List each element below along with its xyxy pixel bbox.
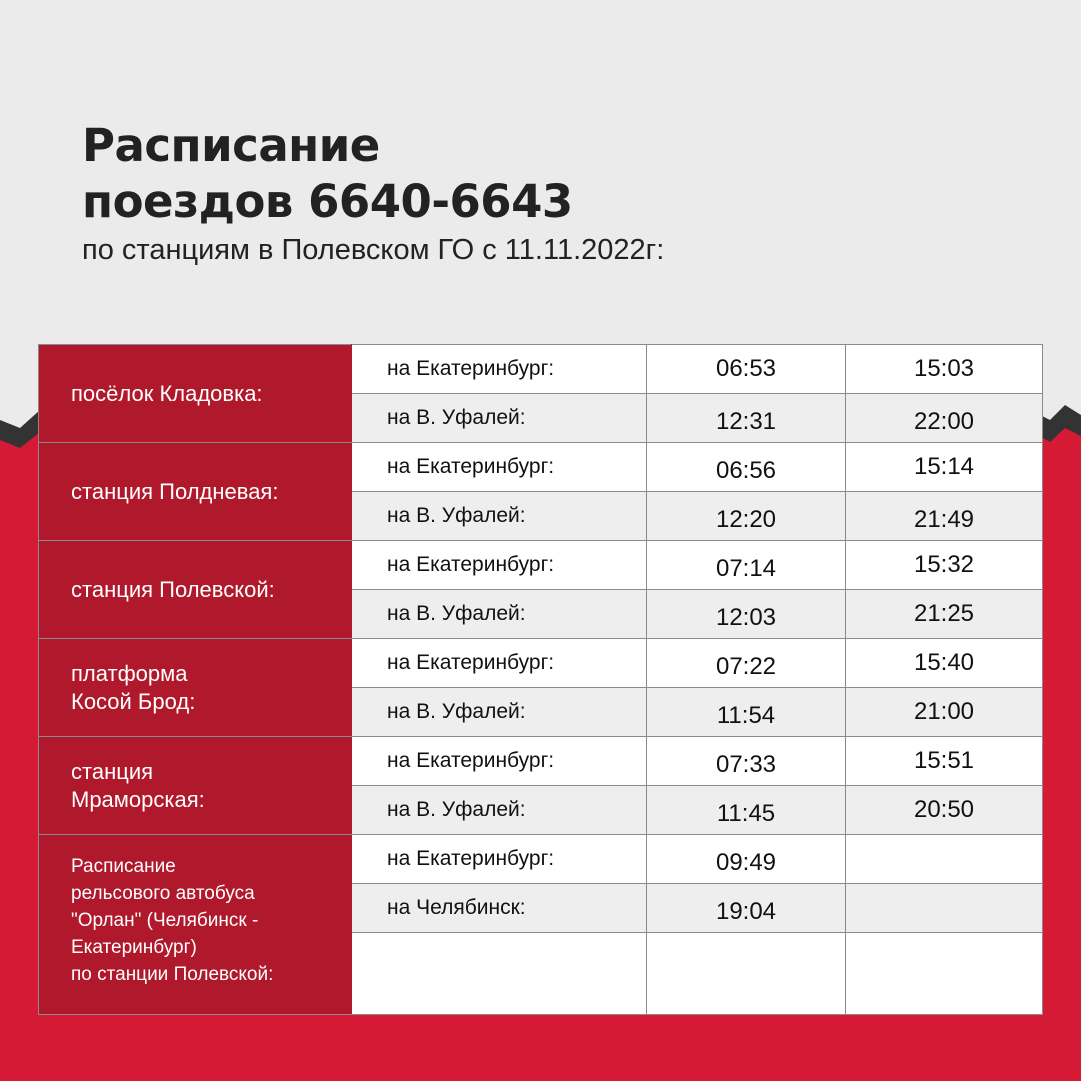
station-mramorskaya [39,737,352,835]
bus-label-line: по станции Полевской: [71,964,274,985]
page-title [82,118,573,230]
direction-label: на Екатеринбург: [352,345,647,394]
departure-time: 06:56 [647,443,846,492]
departure-time: 12:31 [647,394,846,443]
table-row [39,443,1043,492]
page-subtitle: по станциям в Полевском ГО с 11.11.2022г: [82,234,665,266]
departure-time: 15:14 [846,443,1043,492]
direction-label: на В. Уфалей: [352,688,647,737]
departure-time: 06:53 [647,345,846,394]
station-kladovka: посёлок Кладовка: [39,345,352,443]
departure-time: 15:32 [846,541,1043,590]
station-polevskoy: станция Полевской: [39,541,352,639]
direction-label: на Челябинск: [352,884,647,933]
direction-label: на Екатеринбург: [352,541,647,590]
departure-time: 07:33 [647,737,846,786]
station-kosoy-brod [39,639,352,737]
table-row [39,639,1043,688]
table-row [39,835,1043,884]
departure-time: 07:22 [647,639,846,688]
table-row [39,541,1043,590]
departure-time: 07:14 [647,541,846,590]
departure-time: 19:04 [647,884,846,933]
departure-time: 09:49 [647,835,846,884]
departure-time: 22:00 [846,394,1043,443]
departure-time-empty [846,835,1043,884]
departure-time: 21:49 [846,492,1043,541]
direction-label: на В. Уфалей: [352,394,647,443]
bus-label-line: рельсового автобуса [71,883,255,904]
direction-label: на Екатеринбург: [352,443,647,492]
departure-time: 11:45 [647,786,846,835]
station-poldnevaya: станция Полдневая: [39,443,352,541]
departure-time: 21:25 [846,590,1043,639]
departure-time: 12:03 [647,590,846,639]
departure-time: 21:00 [846,688,1043,737]
departure-time: 15:03 [846,345,1043,394]
bus-label-line: Расписание [71,856,176,877]
title-line-1: Расписание [82,119,380,172]
bus-label-line: Екатеринбург) [71,937,197,958]
table-row [39,345,1043,394]
direction-label: на В. Уфалей: [352,492,647,541]
departure-time: 11:54 [647,688,846,737]
schedule-table [38,344,1043,1015]
empty-cell [846,933,1043,1015]
empty-cell [352,933,647,1015]
direction-label: на Екатеринбург: [352,737,647,786]
direction-label: на Екатеринбург: [352,835,647,884]
rail-bus-orlan [39,835,352,1015]
departure-time: 15:40 [846,639,1043,688]
station-name-line: Мраморская: [71,786,205,812]
departure-time-empty [846,884,1043,933]
station-name-line: платформа [71,660,188,686]
bus-label-line: "Орлан" (Челябинск - [71,910,259,931]
direction-label: на В. Уфалей: [352,590,647,639]
departure-time: 15:51 [846,737,1043,786]
title-line-2: поездов 6640-6643 [82,175,573,228]
departure-time: 12:20 [647,492,846,541]
departure-time: 20:50 [846,786,1043,835]
direction-label: на В. Уфалей: [352,786,647,835]
direction-label: на Екатеринбург: [352,639,647,688]
table-row [39,737,1043,786]
station-name-line: станция [71,758,154,784]
empty-cell [647,933,846,1015]
station-name-line: Косой Брод: [71,688,196,714]
